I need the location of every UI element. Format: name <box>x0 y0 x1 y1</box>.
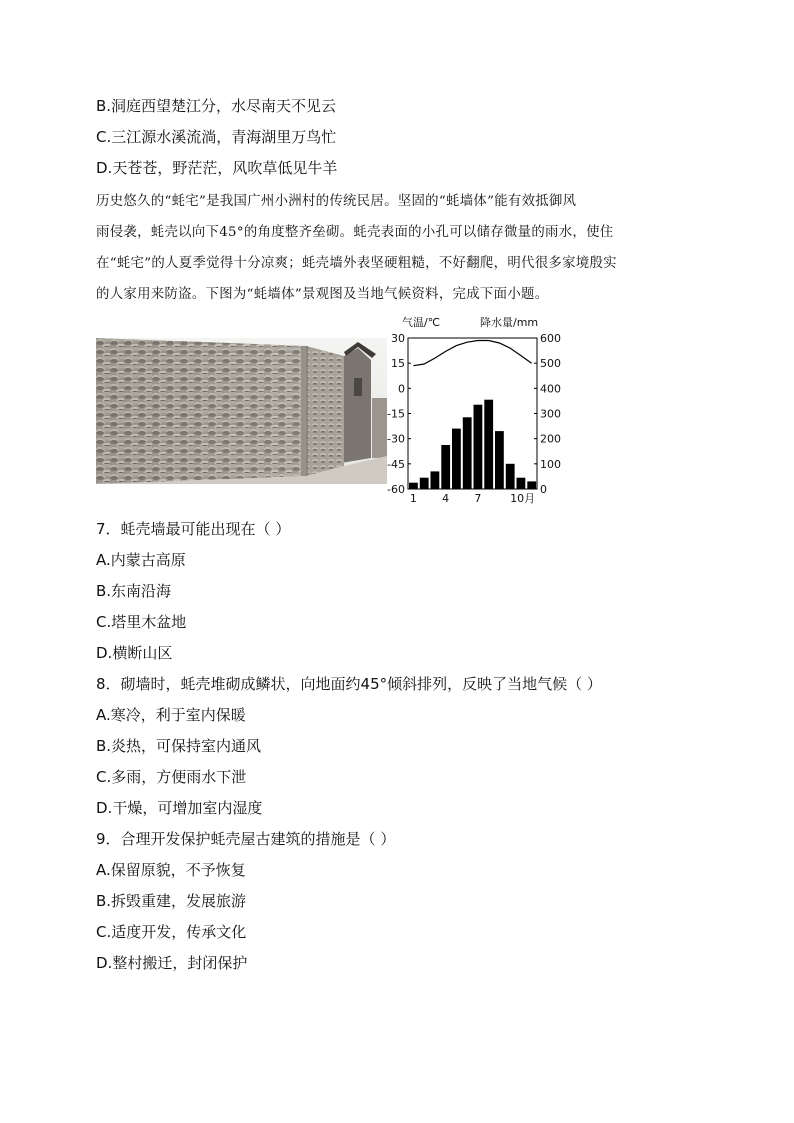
temperature-tick-label: -45 <box>387 457 405 471</box>
month-tick-label: 7 <box>474 492 482 505</box>
q8-option-a: A.寒冷，利于室内保暖 <box>96 706 246 724</box>
precipitation-tick-label: 100 <box>540 457 561 471</box>
precipitation-bar <box>474 405 483 489</box>
q8-option-c: C.多雨，方便雨水下泄 <box>96 768 247 786</box>
q7-option-c: C.塔里木盆地 <box>96 613 187 631</box>
question-9-stem: 9．合理开发保护蚝壳屋古建筑的措施是（ ） <box>96 830 396 848</box>
passage-line: 雨侵袭，蚝壳以向下45°的角度整齐垒砌。蚝壳表面的小孔可以储存微量的雨水，使住 <box>96 225 614 240</box>
temperature-tick-label: -30 <box>387 432 405 446</box>
option-b-prev: B.洞庭西望楚江分，水尽南天不见云 <box>96 97 337 115</box>
precipitation-tick-label: 300 <box>540 407 561 421</box>
month-tick-label: 4 <box>442 492 450 505</box>
passage-line: 的人家用来防盗。下图为“蚝墙体”景观图及当地气候资料，完成下面小题。 <box>96 287 549 302</box>
plot-frame <box>408 338 537 489</box>
precipitation-bar <box>420 478 429 489</box>
precipitation-tick-label: 200 <box>540 432 561 446</box>
q7-option-a: A.内蒙古高原 <box>96 551 186 569</box>
q7-option-d: D.横断山区 <box>96 644 173 662</box>
precipitation-tick-label: 500 <box>540 357 561 371</box>
temperature-tick-label: 0 <box>398 382 405 396</box>
q9-option-a: A.保留原貌，不予恢复 <box>96 861 246 879</box>
option-c-prev: C.三江源水溪流淌，青海湖里万鸟忙 <box>96 128 337 146</box>
left-axis-title: 气温/℃ <box>402 316 441 329</box>
q9-option-d: D.整村搬迁，封闭保护 <box>96 954 248 972</box>
passage <box>96 186 698 310</box>
temperature-tick-label: 30 <box>391 332 405 345</box>
temperature-tick-label: -60 <box>387 483 405 496</box>
question-8-stem: 8．砌墙时，蚝壳堆砌成鳞状，向地面约45°倾斜排列，反映了当地气候（ ） <box>96 675 602 693</box>
temperature-line <box>413 341 531 366</box>
temperature-tick-label: 15 <box>391 357 405 371</box>
q7-option-b: B.东南沿海 <box>96 582 172 600</box>
oyster-wall-photo <box>96 338 387 484</box>
passage-line: 历史悠久的“蚝宅”是我国广州小洲村的传统民居。坚固的“蚝墙体”能有效抵御风 <box>96 194 577 209</box>
passage-line: 在“蚝宅”的人夏季觉得十分凉爽；蚝壳墙外表坚硬粗糙，不好翻爬，明代很多家境殷实 <box>96 256 617 271</box>
precipitation-bar <box>495 431 504 489</box>
q9-option-c: C.适度开发，传承文化 <box>96 923 247 941</box>
precipitation-bar <box>506 464 515 489</box>
precipitation-tick-label: 0 <box>540 483 547 496</box>
month-tick-label: 10月 <box>510 492 536 505</box>
right-axis-title: 降水量/mm <box>480 316 539 329</box>
month-tick-label: 1 <box>409 492 417 505</box>
precipitation-bar <box>441 445 450 489</box>
precipitation-bar <box>431 471 440 489</box>
precipitation-tick-label: 400 <box>540 382 561 396</box>
precipitation-bar <box>484 400 493 489</box>
question-7-stem: 7．蚝壳墙最可能出现在（ ） <box>96 520 291 538</box>
q8-option-b: B.炎热，可保持室内通风 <box>96 737 262 755</box>
climate-chart <box>387 312 561 512</box>
q9-option-b: B.拆毁重建，发展旅游 <box>96 892 247 910</box>
climate-chart-svg <box>387 312 561 512</box>
precipitation-bar <box>527 481 536 489</box>
oyster-wall-photo-drawing <box>96 338 387 484</box>
precipitation-bar <box>517 478 526 489</box>
q8-option-d: D.干燥，可增加室内湿度 <box>96 799 263 817</box>
precipitation-bar <box>452 429 461 489</box>
precipitation-tick-label: 600 <box>540 332 561 345</box>
option-d-prev: D.天苍苍，野茫茫，风吹草低见牛羊 <box>96 159 338 177</box>
precipitation-bar <box>463 417 472 489</box>
precipitation-bar <box>409 483 418 489</box>
temperature-tick-label: -15 <box>387 407 405 421</box>
